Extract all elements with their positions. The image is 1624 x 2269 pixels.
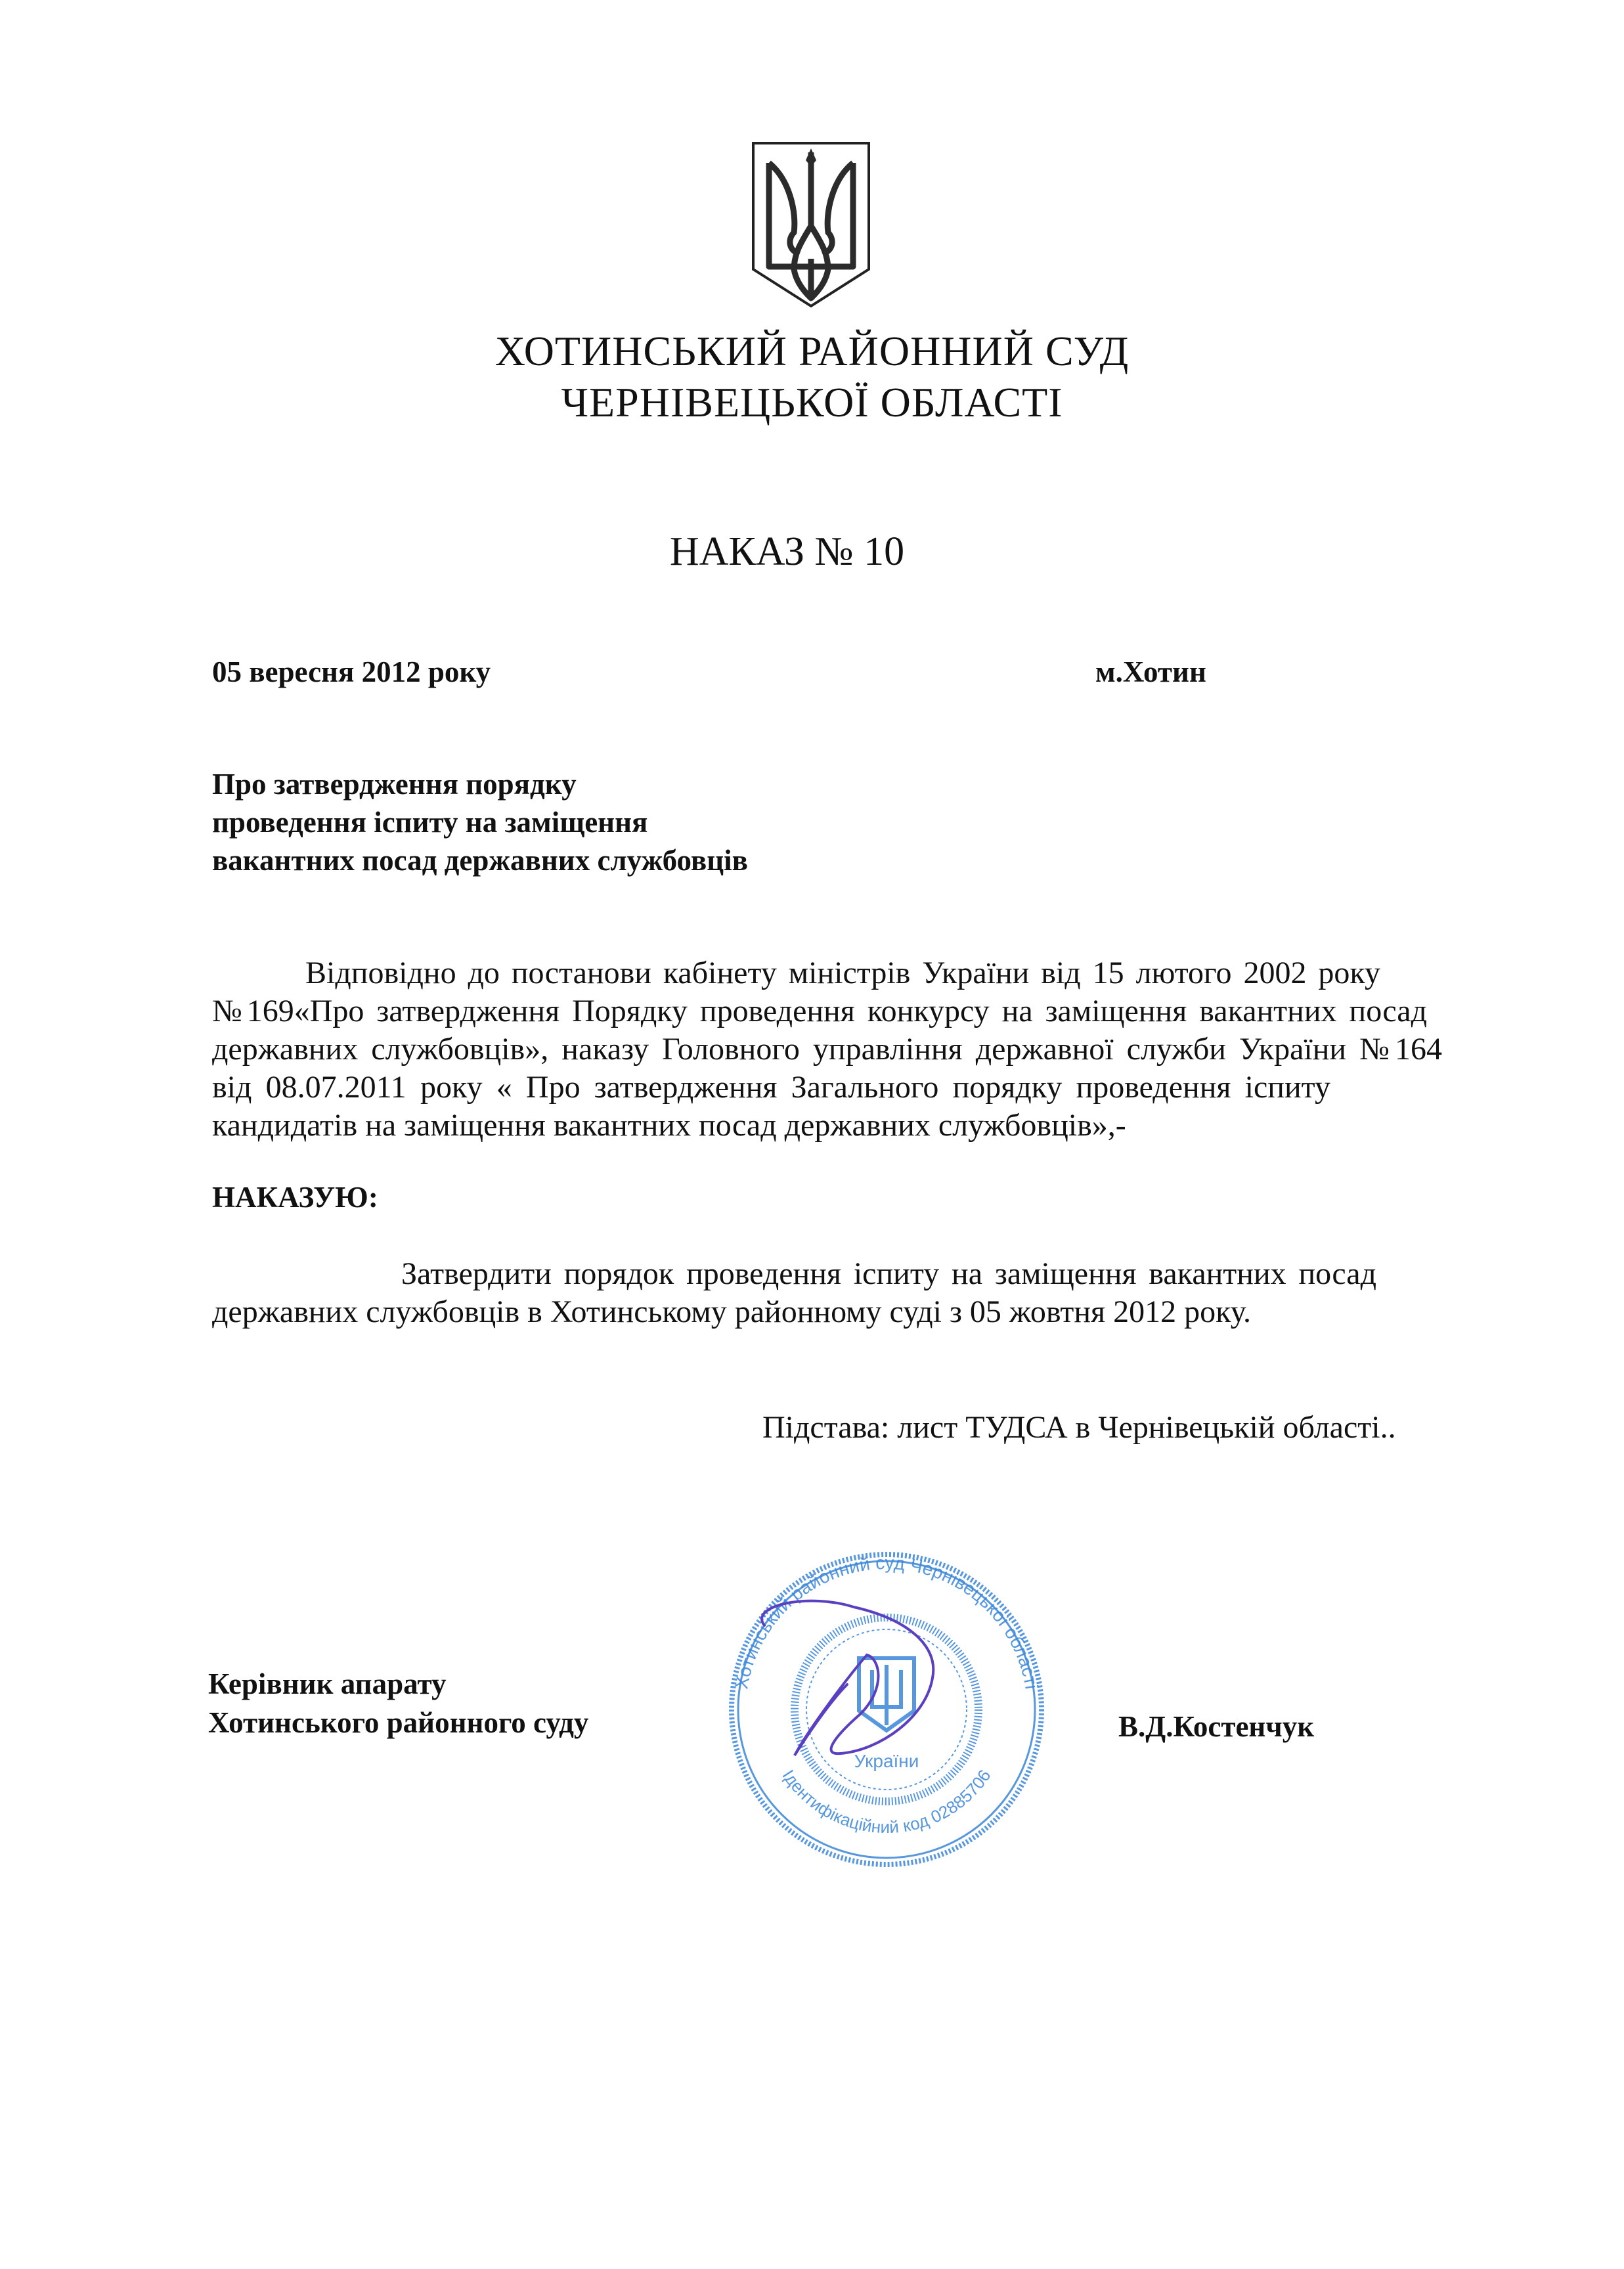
decision-line: державних службовців в Хотинському районному суді з 05 жовтня 2012 року. (212, 1294, 1251, 1329)
subject-line: вакантних посад державних службовців (212, 844, 748, 877)
order-title: НАКАЗ № 10 (669, 529, 905, 574)
official-seal-stamp (722, 1547, 1051, 1868)
decision-line: Затвердити порядок проведення іспиту на заміщення вакантних посад (401, 1256, 1376, 1291)
preamble-line: від 08.07.2011 року « Про затвердження Загального порядку проведення іспиту (212, 1070, 1330, 1105)
basis-note: Підстава: лист ТУДСА в Чернівецькій області.. (762, 1410, 1396, 1445)
svg-text:Ідентифікаційний код 02885706 (778, 1766, 994, 1837)
court-name-line2: ЧЕРНІВЕЦЬКОЇ ОБЛАСТІ (561, 379, 1063, 426)
preamble-line: №169«Про затвердження Порядку проведення конкурсу на заміщення вакантних посад (212, 994, 1427, 1028)
preamble-line: Відповідно до постанови кабінету міністрів України від 15 лютого 2002 року (305, 956, 1380, 990)
order-place: м.Хотин (1095, 655, 1206, 688)
preamble-line: державних службовців», наказу Головного управління державної служби України №164 (212, 1032, 1442, 1067)
stamp-inner-text: Ідентифікаційний код 02885706 (778, 1766, 995, 1838)
signatory-name: В.Д.Костенчук (1118, 1710, 1315, 1743)
subject-line: Про затвердження порядку (212, 768, 577, 801)
signature (762, 1601, 933, 1755)
ukraine-coat-of-arms-emblem (751, 141, 871, 309)
subject-line: проведення іспиту на заміщення (212, 806, 648, 839)
stamp-bottom-text: України (854, 1751, 919, 1771)
preamble-line: кандидатів на заміщення вакантних посад державних службовців»,- (212, 1108, 1126, 1143)
order-date: 05 вересня 2012 року (212, 655, 491, 688)
stamp-outer-text: Хотинський районний суд Чернівецької області (731, 1552, 1042, 1691)
signatory-position-line1: Керівник апарату (208, 1667, 447, 1700)
signatory-position-line2: Хотинського районного суду (208, 1706, 589, 1739)
order-word: НАКАЗУЮ: (212, 1181, 378, 1214)
court-name-line1: ХОТИНСЬКИЙ РАЙОННИЙ СУД (494, 328, 1130, 374)
